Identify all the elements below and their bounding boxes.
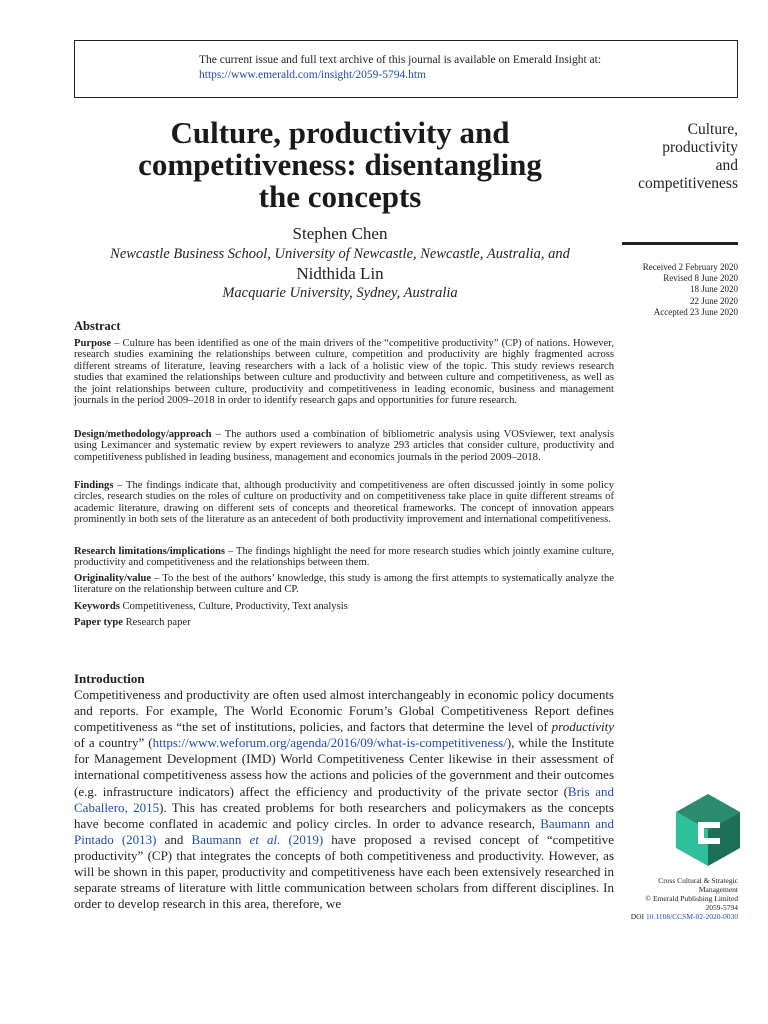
intro-text: of a country” ( [74, 735, 153, 751]
affiliation-1: Newcastle Business School, University of Newcastle, Newcastle, Australia, and [110, 246, 570, 262]
citation-link[interactable]: Bris and Caballero, 2015 [74, 783, 614, 815]
design-text: – The authors used a combination of bibliometric analysis using VOSviewer, text analysis using Leximancer and systematic review by expert reviewers to analyze 293 articles that consider culture, productivity and competitiveness published in leading business, management and economics journals in the period 2009–2018. [74, 429, 614, 463]
date-revised: 22 June 2020 [690, 295, 738, 306]
citation-part: (2019) [280, 831, 324, 847]
abstract-originality [74, 573, 614, 596]
running-title-line: competitiveness [638, 175, 738, 192]
abstract-purpose [74, 338, 614, 406]
findings-text: – The findings indicate that, although productivity and competitiveness are often discussed jointly in some policy circles, research studies on the roles of culture on productivity and on competitiveness take place in quite different streams of academic literature, drawing on different sets of concepts and theoretical frameworks. The concept of innovation appears prominently in both sets of the literature as an antecedent of both productivity improvement and international competitiveness. [74, 480, 614, 526]
abstract-limitations [74, 546, 614, 569]
originality-text: – To the best of the authors’ knowledge, this study is among the first attempts to systematically analyze the literature on the relationship between culture and CP. [74, 573, 614, 596]
intro-emphasis: productivity [551, 719, 614, 735]
publisher: © Emerald Publishing Limited [645, 894, 738, 903]
introduction-body [74, 687, 614, 912]
doi [588, 912, 738, 921]
notice-text: The current issue and full text archive of this journal is available on Emerald Insight at: [199, 54, 602, 66]
title-line-2: competitiveness: disentangling [138, 147, 542, 182]
affiliation-2: Macquarie University, Sydney, Australia [222, 285, 458, 301]
journal-info [588, 876, 738, 921]
running-title-line: and [715, 157, 738, 174]
journal-name: Cross Cultural & Strategic [658, 876, 738, 885]
abstract-findings [74, 480, 614, 526]
keywords-text: Competitiveness, Culture, Productivity, Text analysis [119, 601, 348, 612]
journal-notice-box [74, 40, 738, 98]
journal-url-link[interactable]: https://www.emerald.com/insight/2059-5794.htm [199, 69, 426, 81]
article-title [90, 117, 590, 213]
doi-link[interactable]: 10.1108/CCSM-02-2020-0030 [645, 912, 738, 921]
abstract-heading: Abstract [74, 319, 121, 333]
date-revised: Revised 8 June 2020 [663, 273, 738, 284]
journal-name: Management [698, 885, 738, 894]
date-received: Received 2 February 2020 [642, 262, 738, 272]
paper-type-label: Paper type [74, 617, 123, 628]
doi-label: DOI [630, 912, 646, 921]
limitations-label: Research limitations/implications [74, 546, 226, 557]
intro-text: Competitiveness and productivity are often used almost interchangeably in economic policy documents and reports. For example, The World Economic Forum’s Global Competitiveness Report defines competitiveness as “the set of institutions, policies, and factors that determine the level of [74, 687, 614, 735]
title-line-1: Culture, productivity and [170, 115, 510, 150]
intro-text: have proposed a revised concept of “competitive productivity” (CP) that integrates the concepts of both competitiveness and productivity. However, as will be shown in this paper, productivity and competitiveness have each been extensively researched in separate streams of literature with little communication between scholars from different disciplines. In order to develop research in this area, therefore, we [74, 831, 614, 912]
originality-label: Originality/value [74, 573, 152, 584]
article-history [578, 262, 738, 318]
design-label: Design/methodology/approach [74, 429, 212, 440]
side-divider [622, 242, 738, 245]
journal-logo-icon [674, 792, 742, 868]
author-1: Stephen Chen [292, 224, 388, 243]
keywords [74, 601, 614, 613]
paper-type-text: Research paper [122, 617, 191, 628]
limitations-text: – The findings highlight the need for more research studies which jointly examine culture, productivity and competitiveness and the relationships between them. [74, 546, 615, 569]
introduction-heading: Introduction [74, 671, 145, 686]
citation-link[interactable] [192, 832, 324, 847]
purpose-text: – Culture has been identified as one of the main drivers of the “competitive productivity” (CP) of nations. However, research studies examining the relationships between culture, competition and productivity are highly fragmented across different streams of literature, leaving researchers with a lack of a holistic view of the topic. This study reviews research studies that examined the relationships between culture and productivity and between culture and competitiveness, as well as the joint relationships between culture, productivity and competitiveness in leading economic, business and management journals in the period 2009–2018 in order to identify research gaps and opportunities for future research. [74, 338, 614, 407]
keywords-label: Keywords [74, 601, 120, 612]
issn: 2059-5794 [705, 903, 738, 912]
intro-text: ), while the Institute for Management Development (IMD) World Competitiveness Center likewise in their assessment of international competitiveness assess how the actions and policies of the government and their outcomes (e.g. infrastructure indicators) affect the efficiency and productivity of the private sector ( [74, 735, 614, 799]
findings-label: Findings [74, 480, 114, 491]
title-line-3: the concepts [258, 179, 422, 214]
date-revised: 18 June 2020 [690, 284, 738, 295]
author-2: Nidthida Lin [296, 264, 384, 283]
citation-part: Baumann [191, 831, 250, 847]
paper-type [74, 617, 614, 629]
date-accepted: Accepted 23 June 2020 [653, 306, 738, 317]
running-title-line: productivity [662, 139, 738, 156]
citation-part: et al. [249, 831, 281, 847]
running-title [578, 121, 738, 193]
purpose-label: Purpose [74, 338, 112, 349]
intro-text: ). This has created problems for both researchers and policymakers as the concepts have become conflated in academic and policy circles. In order to advance research, [74, 799, 614, 831]
weforum-link[interactable]: https://www.weforum.org/agenda/2016/09/what-is-competitiveness/ [152, 735, 507, 751]
citation-link[interactable]: Baumann and Pintado (2013) [74, 815, 614, 847]
intro-text: and [156, 831, 192, 847]
running-title-line: Culture, [687, 121, 738, 138]
abstract-design [74, 429, 614, 463]
